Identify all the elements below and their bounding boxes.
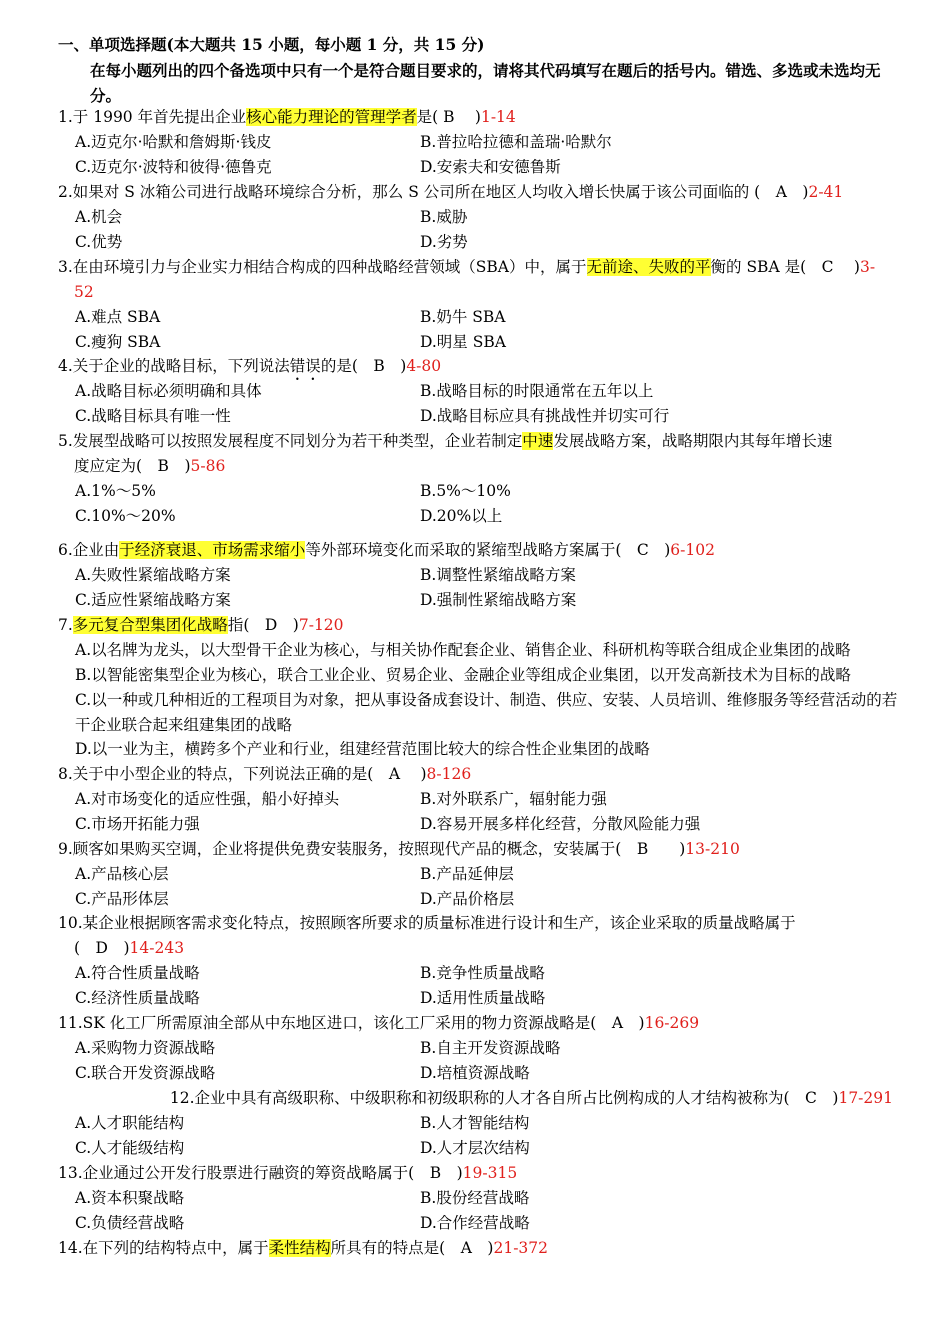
question-stem: 10.某企业根据顾客需求变化特点，按照顾客所要求的质量标准进行设计和生产，该企业采取的质量战略属于 [58, 914, 796, 932]
highlighted-text: 核心能力理论的管理学者 [246, 108, 417, 126]
page-reference: 14-243 [129, 939, 185, 957]
option-b: B.股份经营战略 [420, 1189, 530, 1207]
question-stem: 7. [58, 616, 73, 634]
option-c [75, 688, 898, 738]
question-stem: 2.如果对 S 冰箱公司进行战略环境综合分析，那么 S 公司所在地区人均收入增长快属于该公司面临的 ( A ) [58, 183, 809, 201]
question-stem: 度应定为( B ) [74, 457, 191, 475]
question-11 [58, 1011, 898, 1036]
option-b: B.以智能密集型企业为核心，联合工业企业、贸易企业、金融企业等组成企业集团，以开发高新技术为目标的战略 [75, 666, 851, 684]
question-stem: 等外部环境变化而采取的紧缩型战略方案属于( C ) [305, 541, 671, 559]
option-d: D.适用性质量战略 [420, 989, 546, 1007]
option-b: B.竞争性质量战略 [420, 964, 545, 982]
option-d: D.以一业为主，横跨多个产业和行业，组建经营范围比较大的综合性企业集团的战略 [75, 740, 650, 758]
option-a: A.以名牌为龙头，以大型骨干企业为核心，与相关协作配套企业、销售企业、科研机构等联合组成企业集团的战略 [75, 641, 851, 659]
section-title: 一、单项选择题(本大题共 15 小题，每小题 1 分，共 15 分) [58, 35, 485, 54]
page-reference: 5-86 [190, 457, 226, 475]
option-d: D.强制性紧缩战略方案 [420, 591, 577, 609]
option-d: D.战略目标应具有挑战性并切实可行 [420, 407, 670, 425]
page-reference: 17-291 [838, 1089, 893, 1107]
question-7 [58, 613, 898, 638]
option-text: C.以一种或几种相近的工程项目为对象，把从事设备成套设计、制造、供应、安装、人员培训、维修服务等经营活动的若干企业联合起来组建集团的战略 [75, 691, 898, 734]
question-9 [58, 837, 898, 862]
page-reference: 6-102 [670, 541, 715, 559]
option-c: C.经济性质量战略 [75, 989, 200, 1007]
question-stem: 4.关于企业的战略目标，下列说法 [58, 357, 290, 375]
section-instruction: 在每小题列出的四个备选项中只有一个是符合题目要求的，请将其代码填写在题后的括号内。错选、多选或未选均无分。 [90, 61, 881, 105]
option-b: B.产品延伸层 [420, 865, 514, 883]
question-stem: 13.企业通过公开发行股票进行融资的筹资战略属于( B ) [58, 1164, 463, 1182]
question-12 [58, 1086, 893, 1111]
option-a: A.机会 [75, 208, 123, 226]
page-reference: 8-126 [426, 765, 472, 783]
question-stem: 的是( B ) [320, 357, 407, 375]
option-c: C.产品形体层 [75, 890, 169, 908]
option-d: D.合作经营战略 [420, 1214, 530, 1232]
option-b: B.对外联系广，辐射能力强 [420, 790, 607, 808]
question-5-continued [58, 454, 898, 479]
option-c: C.适应性紧缩战略方案 [75, 591, 231, 609]
emphasized-text: 错误 [289, 357, 321, 375]
option-b: B.战略目标的时限通常在五年以上 [420, 382, 654, 400]
option-c: C.迈克尔·波特和彼得·德鲁克 [75, 158, 272, 176]
page-reference: 13-210 [685, 840, 740, 858]
page-reference: 1-14 [480, 108, 516, 126]
question-stem: 6.企业由 [58, 541, 120, 559]
question-6 [58, 538, 898, 563]
option-a: A.1%～5% [75, 482, 156, 500]
option-a: A.战略目标必须明确和具体 [75, 382, 262, 400]
option-d: D.20%以上 [420, 507, 503, 525]
option-d: D.劣势 [420, 233, 468, 251]
question-stem: 11.SK 化工厂所需原油全部从中东地区进口，该化工厂采用的物力资源战略是( A ) [58, 1014, 645, 1032]
option-b: B.人才智能结构 [420, 1114, 530, 1132]
question-13 [58, 1161, 898, 1186]
page-reference: 2-41 [808, 183, 844, 201]
question-8 [58, 762, 898, 787]
option-a: A.产品核心层 [75, 865, 169, 883]
question-3 [58, 255, 898, 280]
option-c: C.战略目标具有唯一性 [75, 407, 231, 425]
option-a: A.难点 SBA [75, 308, 161, 326]
option-c: C.负债经营战略 [75, 1214, 185, 1232]
option-c: C.人才能级结构 [75, 1139, 185, 1157]
question-5 [58, 429, 898, 454]
option-c: C.优势 [75, 233, 123, 251]
option-c: C.市场开拓能力强 [75, 815, 200, 833]
question-2 [58, 180, 898, 205]
highlighted-text: 于经济衰退、市场需求缩小 [119, 541, 306, 559]
question-stem: 3.在由环境引力与企业实力相结合构成的四种战略经营领域（SBA）中，属于 [58, 258, 587, 276]
question-10 [58, 911, 898, 936]
option-c: C.联合开发资源战略 [75, 1064, 216, 1082]
option-a: A.人才职能结构 [75, 1114, 185, 1132]
option-d: D.明星 SBA [420, 333, 506, 351]
option-a: A.符合性质量战略 [75, 964, 200, 982]
option-a: A.迈克尔·哈默和詹姆斯·钱皮 [75, 133, 272, 151]
option-d: D.人才层次结构 [420, 1139, 530, 1157]
option-d: D.安索夫和安德鲁斯 [420, 158, 561, 176]
option-b: B.威胁 [420, 208, 468, 226]
highlighted-text: 中速 [522, 432, 554, 450]
question-stem: 9.顾客如果购买空调，企业将提供免费安装服务，按照现代产品的概念，安装属于( B ) [58, 840, 686, 858]
option-a: A.资本积聚战略 [75, 1189, 185, 1207]
option-b: B.5%～10% [420, 482, 511, 500]
highlighted-text: 柔性结构 [268, 1239, 331, 1257]
question-1 [58, 105, 898, 130]
question-10-continued [58, 936, 898, 961]
question-stem: 8.关于中小型企业的特点，下列说法正确的是( A ) [58, 765, 427, 783]
highlighted-text: 多元复合型集团化战略 [72, 616, 228, 634]
highlighted-text: 无前途、失败的平 [586, 258, 711, 276]
page-reference: 7-120 [298, 616, 344, 634]
question-14 [58, 1236, 898, 1261]
page-reference: 3- [859, 258, 876, 276]
page-reference: 16-269 [644, 1014, 700, 1032]
question-stem: 5.发展型战略可以按照发展程度不同划分为若干种类型，企业若制定 [58, 432, 523, 450]
option-b: B.调整性紧缩战略方案 [420, 566, 576, 584]
question-stem: 发展战略方案，战略期限内其每年增长速 [553, 432, 833, 450]
question-stem: 指( D ) [227, 616, 299, 634]
option-d: D.产品价格层 [420, 890, 515, 908]
option-d: D.容易开展多样化经营，分散风险能力强 [420, 815, 701, 833]
page-reference: 21-372 [493, 1239, 549, 1257]
question-stem: ( D ) [74, 939, 130, 957]
question-stem: 是( B ) [416, 108, 481, 126]
question-3-continued [58, 280, 898, 305]
option-b: B.奶牛 SBA [420, 308, 506, 326]
question-stem: 1.于 1990 年首先提出企业 [58, 108, 247, 126]
question-stem: 12.企业中具有高级职称、中级职称和初级职称的人才各自所占比例构成的人才结构被称为( C ) [169, 1089, 839, 1107]
question-stem: 所具有的特点是( A ) [330, 1239, 494, 1257]
page-reference: 52 [74, 283, 94, 301]
page-reference: 19-315 [462, 1164, 518, 1182]
page-reference: 4-80 [406, 357, 442, 375]
option-c: C.瘦狗 SBA [75, 333, 161, 351]
option-d: D.培植资源战略 [420, 1064, 530, 1082]
option-b: B.普拉哈拉德和盖瑞·哈默尔 [420, 133, 612, 151]
option-a: A.失败性紧缩战略方案 [75, 566, 231, 584]
question-stem: 14.在下列的结构特点中，属于 [58, 1239, 269, 1257]
option-b: B.自主开发资源战略 [420, 1039, 561, 1057]
question-stem: 衡的 SBA 是( C ) [710, 258, 860, 276]
option-a: A.对市场变化的适应性强，船小好掉头 [75, 790, 340, 808]
option-c: C.10%～20% [75, 507, 176, 525]
option-a: A.采购物力资源战略 [75, 1039, 216, 1057]
